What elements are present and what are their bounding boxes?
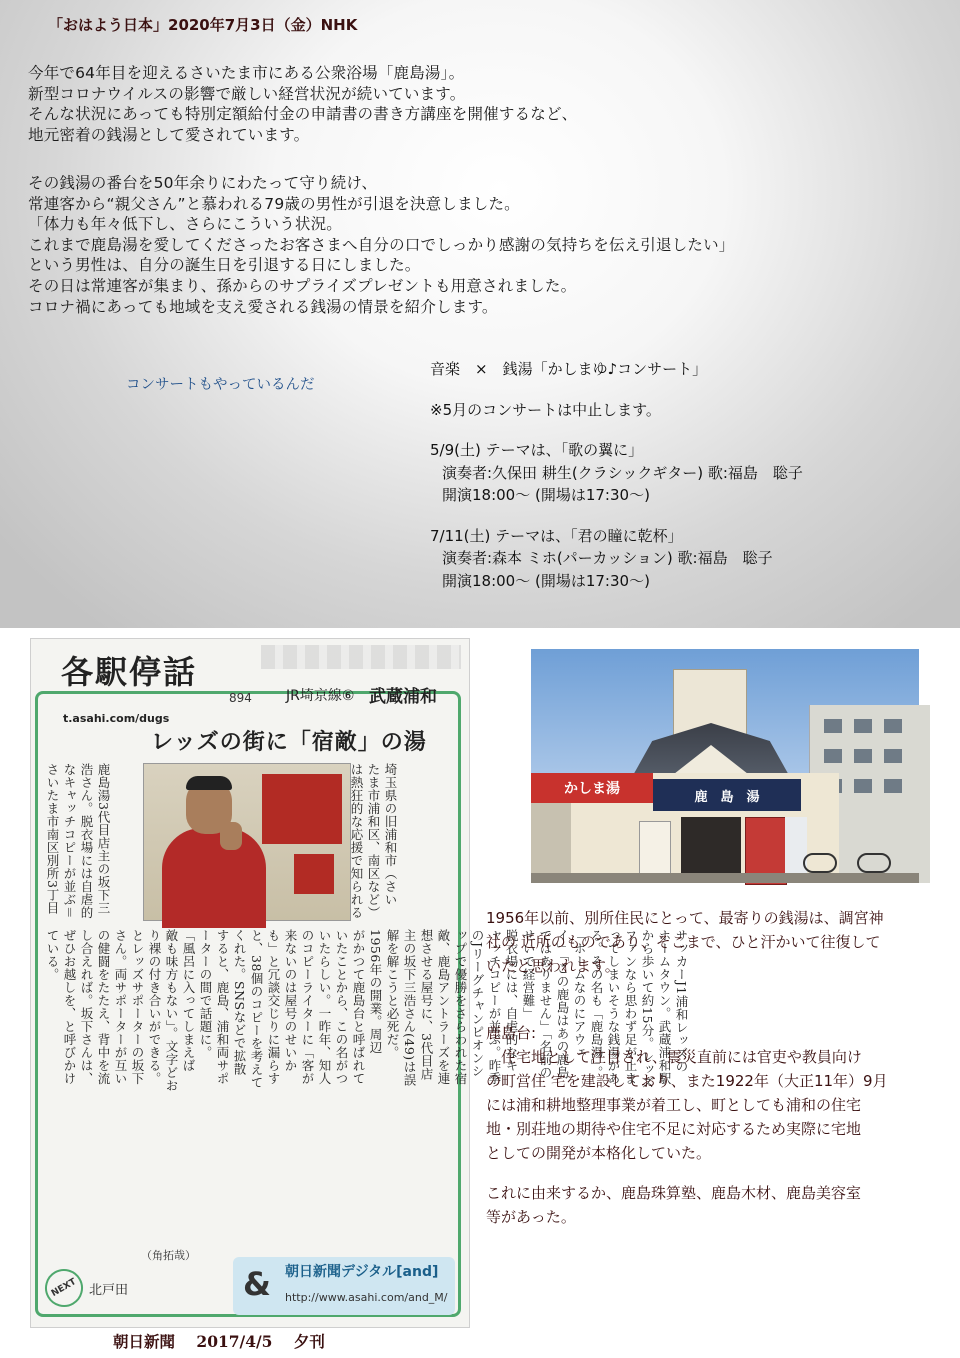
clipping-text-column: ホームタウン。武蔵浦和駅 — [657, 929, 672, 1085]
clipping-text-column: は熱狂的な応援で知られる — [349, 763, 364, 919]
concert-note: コンサートもやっているんだ — [126, 377, 315, 393]
clipping-text-column: さん。両サポーターが互い — [113, 929, 128, 1085]
intro-line: そんな状況にあっても特別定額給付金の申請書の書き方講座を開催するなど、 — [28, 105, 578, 124]
photo-notice-board — [639, 821, 671, 879]
clipping-text-column: の健闘をたたえ、背中を流 — [96, 929, 111, 1085]
clipping-text-column: 「風呂に入ってしまえば — [181, 929, 196, 1072]
clipping-text-column: から歩いて約15分。レッズ — [640, 929, 655, 1089]
clipping-text-column: 敵、鹿島アントラーズを連 — [436, 929, 451, 1085]
clipping-text-column: ではありません」「名前の — [538, 929, 553, 1079]
kashimadai-line: には浦和耕地整理事業が着工し、町としても浦和の住宅 — [486, 1096, 862, 1114]
intro-line: 「体力も年々低下し、さらにこういう状況。 — [28, 215, 343, 234]
clipping-text-column: り裸の付き合いができる。 — [147, 929, 162, 1085]
clipping-text-column: 想させる屋号に、3代目店 — [419, 929, 434, 1081]
concert-theme: 5/9(土) テーマは、「歌の翼に」 — [430, 441, 644, 459]
clipping-text-column: くれた。SNSなどで拡散 — [232, 929, 247, 1076]
clipping-text-column: 主の坂下三浩さん(49)は誤 — [402, 929, 417, 1087]
concert-performers: 演奏者:森本 ミホ(パーカッション) 歌:福島 聡子 — [442, 549, 773, 567]
clipping-line: JR埼京線⑥ — [286, 688, 355, 704]
bicycle-icon — [803, 853, 837, 873]
photo-red-sign — [294, 854, 334, 894]
clipping-next-badge: NEXT — [38, 1262, 90, 1314]
clipping-text-column: ファンなら思わず足が止ま — [623, 929, 638, 1085]
clipping-source-date: 2017/4/5 — [196, 1332, 273, 1351]
intro-line: という男性は、自分の誕生日を引退する日にしました。 — [28, 256, 421, 275]
clipping-text-column: サッカーJ1浦和レッズの — [674, 929, 689, 1073]
photo-left-shop — [531, 803, 571, 883]
intro-line: 今年で64年目を迎えるさいたま市にある公衆浴場「鹿島湯」。 — [28, 64, 465, 82]
clipping-text-column: いたらしい。一昨年、知人 — [317, 929, 332, 1085]
clipping-text-column: る。その名も「鹿島湯」。 — [589, 929, 604, 1079]
concert-title: 音楽 × 銭湯「かしまゆ♪コンサート」 — [430, 360, 708, 378]
kashimadai-line: 地・別荘地の期待や住宅不足に対応するため実際に宅地 — [486, 1120, 862, 1138]
clipping-text-column: ってしまいそうな銭湯があ — [606, 929, 621, 1085]
kashimadai-line: としての開発が本格化していた。 — [486, 1144, 712, 1162]
clipping-text-column: ーターの間で話題に。 — [198, 929, 213, 1059]
clipping-caption-column: なキャッチコピーが並ぶ＝ — [62, 763, 77, 920]
clipping-ad — [233, 1257, 455, 1315]
clipping-headline: レッズの街に「宿敵」の湯 — [151, 729, 427, 755]
clipping-source-paper: 朝日新聞 — [113, 1332, 176, 1351]
concert-performers: 演奏者:久保田 耕生(クラシックギター) 歌:福島 聡子 — [442, 463, 803, 482]
intro-line: 新型コロナウイルスの影響で厳しい経営状況が続いています。 — [28, 84, 466, 103]
concert-theme: 7/11(土) テーマは、「君の瞳に乾杯」 — [430, 526, 683, 545]
clipping-text-column: いたことから、この名がつ — [334, 929, 349, 1085]
clipping-text-column: たま市浦和区、南区など） — [366, 763, 381, 919]
intro-line: その銭湯の番台を50年余りにわたって守り続け、 — [28, 174, 378, 192]
clipping-text-column: イ」「この鹿島はあの鹿島 — [555, 929, 570, 1079]
kashimadai-line: 住宅地として注目され、震災直前には官吏や教員向け — [486, 1048, 862, 1066]
intro-paragraph-1 — [28, 63, 577, 145]
photo-red-sign — [262, 774, 342, 844]
clipping-text-column: 解を解こうと必死だ。 — [385, 929, 400, 1059]
clipping-text-column: ぜひお越しを、と呼びかけ — [62, 929, 77, 1085]
concert-time: 開演18:00～ (開場は17:30～) — [442, 486, 650, 504]
clipping-text-column: と、38個のコピーを考えて — [249, 929, 264, 1089]
intro-line: 地元密着の銭湯として愛されています。 — [28, 125, 310, 144]
kashimadai-heading: 鹿島台: — [486, 1024, 537, 1042]
clipping-text-column: 脱衣場には、自虐的なキ — [504, 929, 519, 1072]
clipping-text-column: 来ないのは屋号のせいか — [283, 929, 298, 1072]
kashimadai-line: の町営住 宅を建設しており、また1922年（大正11年）9月 — [486, 1072, 888, 1090]
clipping-ad-title: 朝日新聞デジタル[and] — [285, 1264, 439, 1280]
clipping-series-title: 各駅停話 — [61, 653, 198, 691]
related-line: 等があった。 — [486, 1208, 576, 1226]
clipping-url: t.asahi.com/dugs — [63, 712, 170, 725]
clipping-photo — [143, 763, 351, 921]
photo-person-hand — [220, 822, 242, 850]
clipping-text-column: 1956年の開業。周辺 — [368, 929, 383, 1054]
ampersand-logo-icon: & — [243, 1265, 271, 1303]
photo-person-body — [162, 828, 266, 928]
concert-time: 開演18:00～ (開場は17:30～) — [442, 571, 650, 590]
clipping-ad-url: http://www.asahi.com/and_M/ — [285, 1291, 448, 1304]
clipping-text-column: 敵も味方もない」。文字どお — [164, 929, 179, 1092]
clipping-text-column: のJリーグチャンピオンシ — [470, 929, 485, 1078]
bathhouse-photo — [531, 649, 919, 883]
clipping-source-caption — [113, 1330, 341, 1352]
clipping-text-column: すると、鹿島、浦和両サポ — [215, 929, 230, 1085]
clipping-caption-column: 浩さん。脱衣場には自虐的 — [79, 763, 94, 919]
clipping-text-column: のコピーライターに「客が — [300, 929, 315, 1085]
clipping-caption-column: さいたま市南区別所3丁目 — [45, 763, 60, 915]
intro-line: その日は常連客が集まり、孫からのサプライズプレゼントも用意されました。 — [28, 276, 577, 295]
clipping-text-column: し合えれば。坂下さんは、 — [79, 929, 94, 1085]
clipping-text-column: ている。 — [45, 929, 60, 981]
clipping-text-column: とレッズサポーターの坂下 — [130, 929, 145, 1085]
clipping-station: 武蔵浦和 — [369, 687, 437, 707]
concert-info — [430, 358, 803, 592]
clipping-text-column: がかつて鹿島台と呼ばれて — [351, 929, 366, 1085]
clipping-author: （角拓哉） — [141, 1249, 196, 1262]
clipping-photo-caption — [45, 763, 110, 923]
clipping-source-edition: 夕刊 — [293, 1332, 325, 1351]
history-line: 1956年以前、別所住民にとって、最寄りの銭湯は、調宮神 — [486, 909, 884, 927]
photo-ground — [531, 873, 919, 883]
history-note — [486, 906, 884, 978]
clipping-next-station: 北戸田 — [89, 1283, 129, 1298]
clipping-text-column: 「ホームなのにアウェ — [572, 929, 587, 1059]
intro-line: コロナ禍にあっても地域を支え愛される銭湯の情景を紹介します。 — [28, 297, 498, 316]
intro-paragraph-2 — [28, 173, 735, 317]
intro-line: 常連客から“親父さん”と慕われる79歳の男性が引退を決意しました。 — [28, 194, 520, 213]
clipping-body-top — [349, 763, 397, 923]
clipping-text-column: ャッチコピーが並ぶ。昨季 — [487, 929, 502, 1085]
intro-line: これまで鹿島湯を愛してくださったお客さまへ自分の口でしっかり感謝の気持ちを伝え引退したい」 — [28, 235, 735, 254]
related-line: これに由来するか、鹿島珠算塾、鹿島木材、鹿島美容室 — [486, 1184, 862, 1202]
bicycle-icon — [857, 853, 891, 873]
clipping-text-column: も」と冗談交じりに漏らす — [266, 929, 281, 1085]
history-line: いたと思われます。 — [486, 957, 620, 975]
photo-person-hair — [186, 776, 232, 790]
clipping-text-column: 埼玉県の旧浦和市（さい — [383, 763, 398, 906]
clipping-text-column: ップで優勝をさらわれた宿 — [453, 929, 468, 1085]
concert-notice: ※5月のコンサートは中止します。 — [430, 400, 661, 419]
clipping-text-column: せいで経営難」 — [521, 929, 536, 1020]
photo-navy-awning: 鹿 島 湯 — [653, 779, 801, 811]
clipping-caption-column: 鹿島湯3代目店主の坂下三 — [96, 763, 111, 915]
related-businesses — [486, 1181, 861, 1229]
photo-red-awning: かしま湯 — [531, 773, 653, 803]
kashimadai-note — [486, 1021, 888, 1165]
clipping-top-strip — [261, 645, 461, 669]
clipping-number: 894 — [229, 691, 252, 705]
page-title: 「おはよう日本」2020年7月3日（金）NHK — [48, 16, 358, 34]
history-line: 社の 近所のものであり、そこまで、ひと汗かいて往復して — [486, 933, 881, 951]
